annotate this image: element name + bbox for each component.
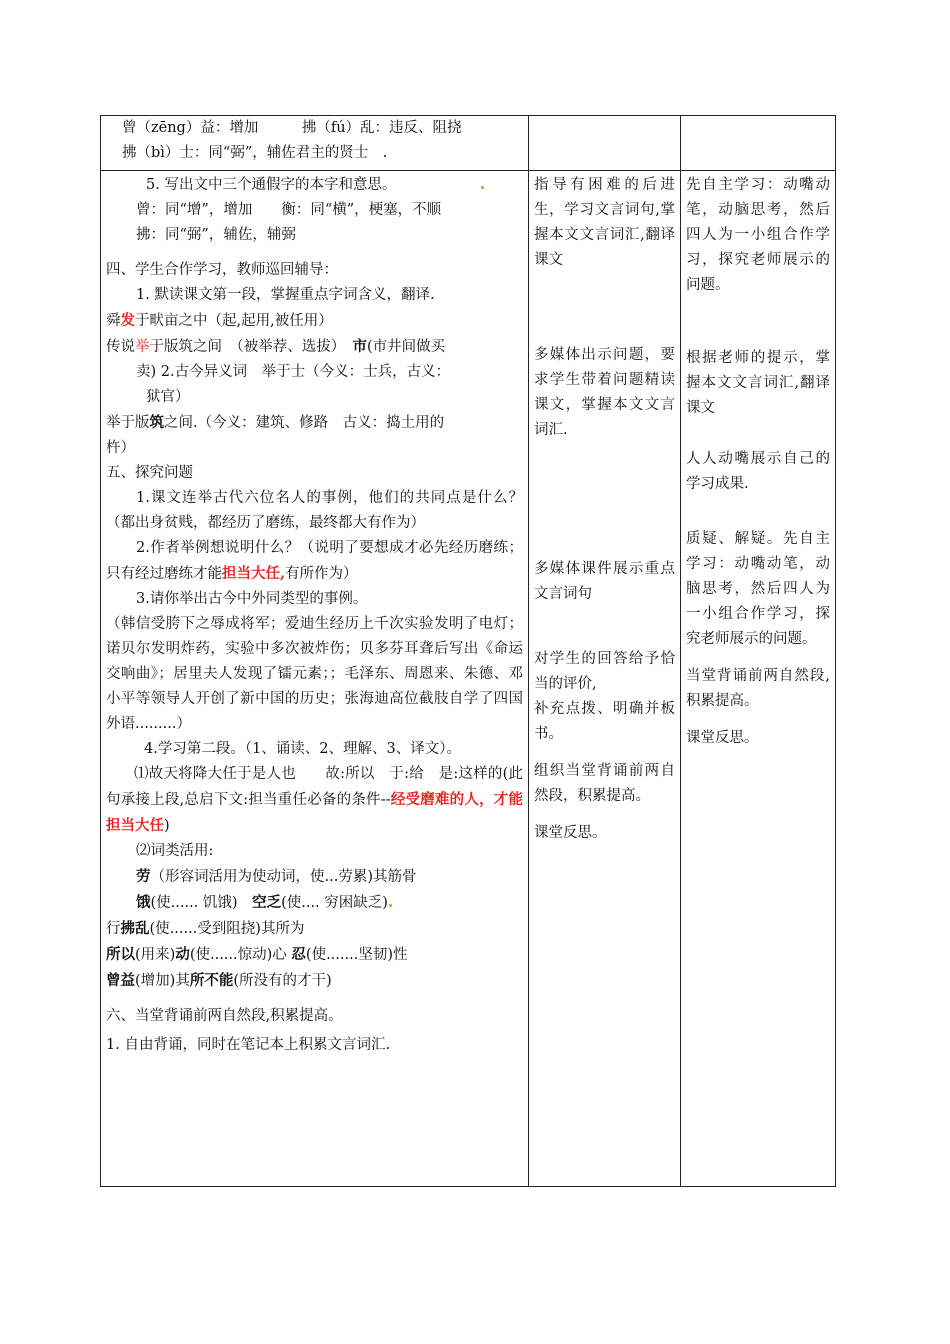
section-heading: 五、探究问题 [106, 465, 193, 481]
paragraph: 多媒体出示问题，要求学生带着问题精读课文，掌握本文文言词汇. [534, 347, 675, 438]
text-line: 劳（形容词活用为使动词，使...劳累)其筋骨 [136, 868, 417, 885]
section-heading: 六、当堂背诵前两自然段,积累提高。 [106, 1008, 343, 1024]
paragraph: 先自主学习：动嘴动笔，动脑思考，然后四人为一小组合作学习，探究老师展示的问题。 [686, 177, 830, 293]
section-heading: 四、学生合作学习，教师巡回辅导： [106, 262, 338, 278]
text-line: ⑵词类活用: [136, 843, 214, 859]
paragraph: 当堂背诵前两自然段,积累提高。 [686, 668, 830, 709]
teacher-cell [529, 116, 681, 171]
student-cell [681, 171, 836, 1187]
text-line: 曾益(增加)其所不能(所没有的才干) [106, 972, 332, 989]
paragraph: 补充点拨、明确并板书。 [534, 701, 675, 742]
teacher-cell [529, 171, 681, 1187]
text-line: 杵） [106, 440, 135, 456]
text-line: 饿(使...... 饥饿) 空乏(使.... 穷困缺乏) [106, 890, 523, 916]
paragraph: 4.学习第二段。（1、诵读、2、理解、3、译文）。 [144, 741, 462, 757]
content-cell [101, 171, 529, 1187]
paragraph: 2.作者举例想说明什么？（说明了要想成才必先经历磨练；只有经过磨练才能担当大任,有所作为） [106, 540, 523, 582]
paragraph: 组织当堂背诵前两自然段，积累提高。 [534, 763, 675, 804]
paragraph: 对学生的回答给予恰当的评价, [534, 651, 675, 692]
paragraph: 指导有困难的后进生，学习文言词句,掌握本文文言词汇,翻译课文 [534, 177, 675, 268]
text-line: 舜发于畎亩之中（起,起用,被任用） [106, 312, 333, 329]
paragraph: 多媒体课件展示重点文言词句 [534, 561, 675, 602]
table-row [101, 171, 836, 1187]
text-line: 1. 自由背诵，同时在笔记本上积累文言词汇. [106, 1037, 391, 1053]
table-row [101, 116, 836, 171]
text-line: 曾（zēng）益：增加 拂（fú）乱：违反、阻挠 [122, 120, 462, 136]
text-line: 拂（bì）士：同“弼”，辅佐君主的贤士 . [122, 145, 388, 161]
paragraph: ⑴故天将降大任于是人也 故:所以 于:给 是:这样的(此句承接上段,总启下文:担当重任必备的条件--经受磨难的人，才能担当大任) [106, 766, 524, 834]
paragraph: 人人动嘴展示自己的学习成果. [686, 451, 830, 492]
paragraph: 根据老师的提示，掌握本文文言词汇,翻译课文 [686, 350, 830, 416]
text-line: 5. 写出文中三个通假字的本字和意思。 [106, 173, 523, 198]
text-line: 所以(用来)动(使......惊动)心 忍(使.......坚韧)性 [106, 946, 408, 963]
paragraph: 1.课文连举古代六位名人的事例，他们的共同点是什么？（都出身贫贱，都经历了磨练，最终都大有作为） [106, 490, 523, 531]
text-line: 举于版筑之间.（今义：建筑、修路 古义：捣土用的 [106, 414, 445, 431]
text-line: 曾：同“增”，增加 衡：同“横”，梗塞，不顺 [136, 202, 442, 218]
text-line: 3.请你举出古今中外同类型的事例。 [136, 591, 368, 607]
text-line: 卖) 2.古今异义词 举于士（今义：士兵，古义： [136, 364, 451, 380]
text-line: 行拂乱(使......受到阻挠)其所为 [106, 920, 305, 937]
text-line: 拂：同“弼”，辅佐，辅弼 [136, 227, 296, 243]
mark-dot [389, 904, 392, 907]
content-cell [101, 116, 529, 171]
student-cell [681, 116, 836, 171]
mark-dot [481, 186, 484, 189]
lesson-plan-table [100, 115, 836, 1187]
paragraph: 课堂反思。 [686, 730, 759, 746]
paragraph: （韩信受胯下之辱成将军；爱迪生经历上千次实验发明了电灯；诺贝尔发明炸药，实验中多次被炸伤；贝多芬耳聋后写出《命运交响曲》；居里夫人发现了镭元素；；毛泽东、周恩来、朱德、邓小平等领导人开创了新中国的历史；张海迪高位截肢自学了四国外语.........） [106, 616, 523, 732]
text-line: 传说举于版筑之间 （被举荐、选拔） 市(市井间做买 [106, 338, 446, 355]
text-line: 1. 默读课文第一段，掌握重点字词含义，翻译. [136, 287, 435, 303]
paragraph: 课堂反思。 [534, 825, 607, 841]
paragraph: 质疑、解疑。先自主学习：动嘴动笔，动脑思考，然后四人为一小组合作学习，探究老师展示的问题。 [686, 531, 830, 647]
text-line: 狱官） [146, 389, 190, 405]
